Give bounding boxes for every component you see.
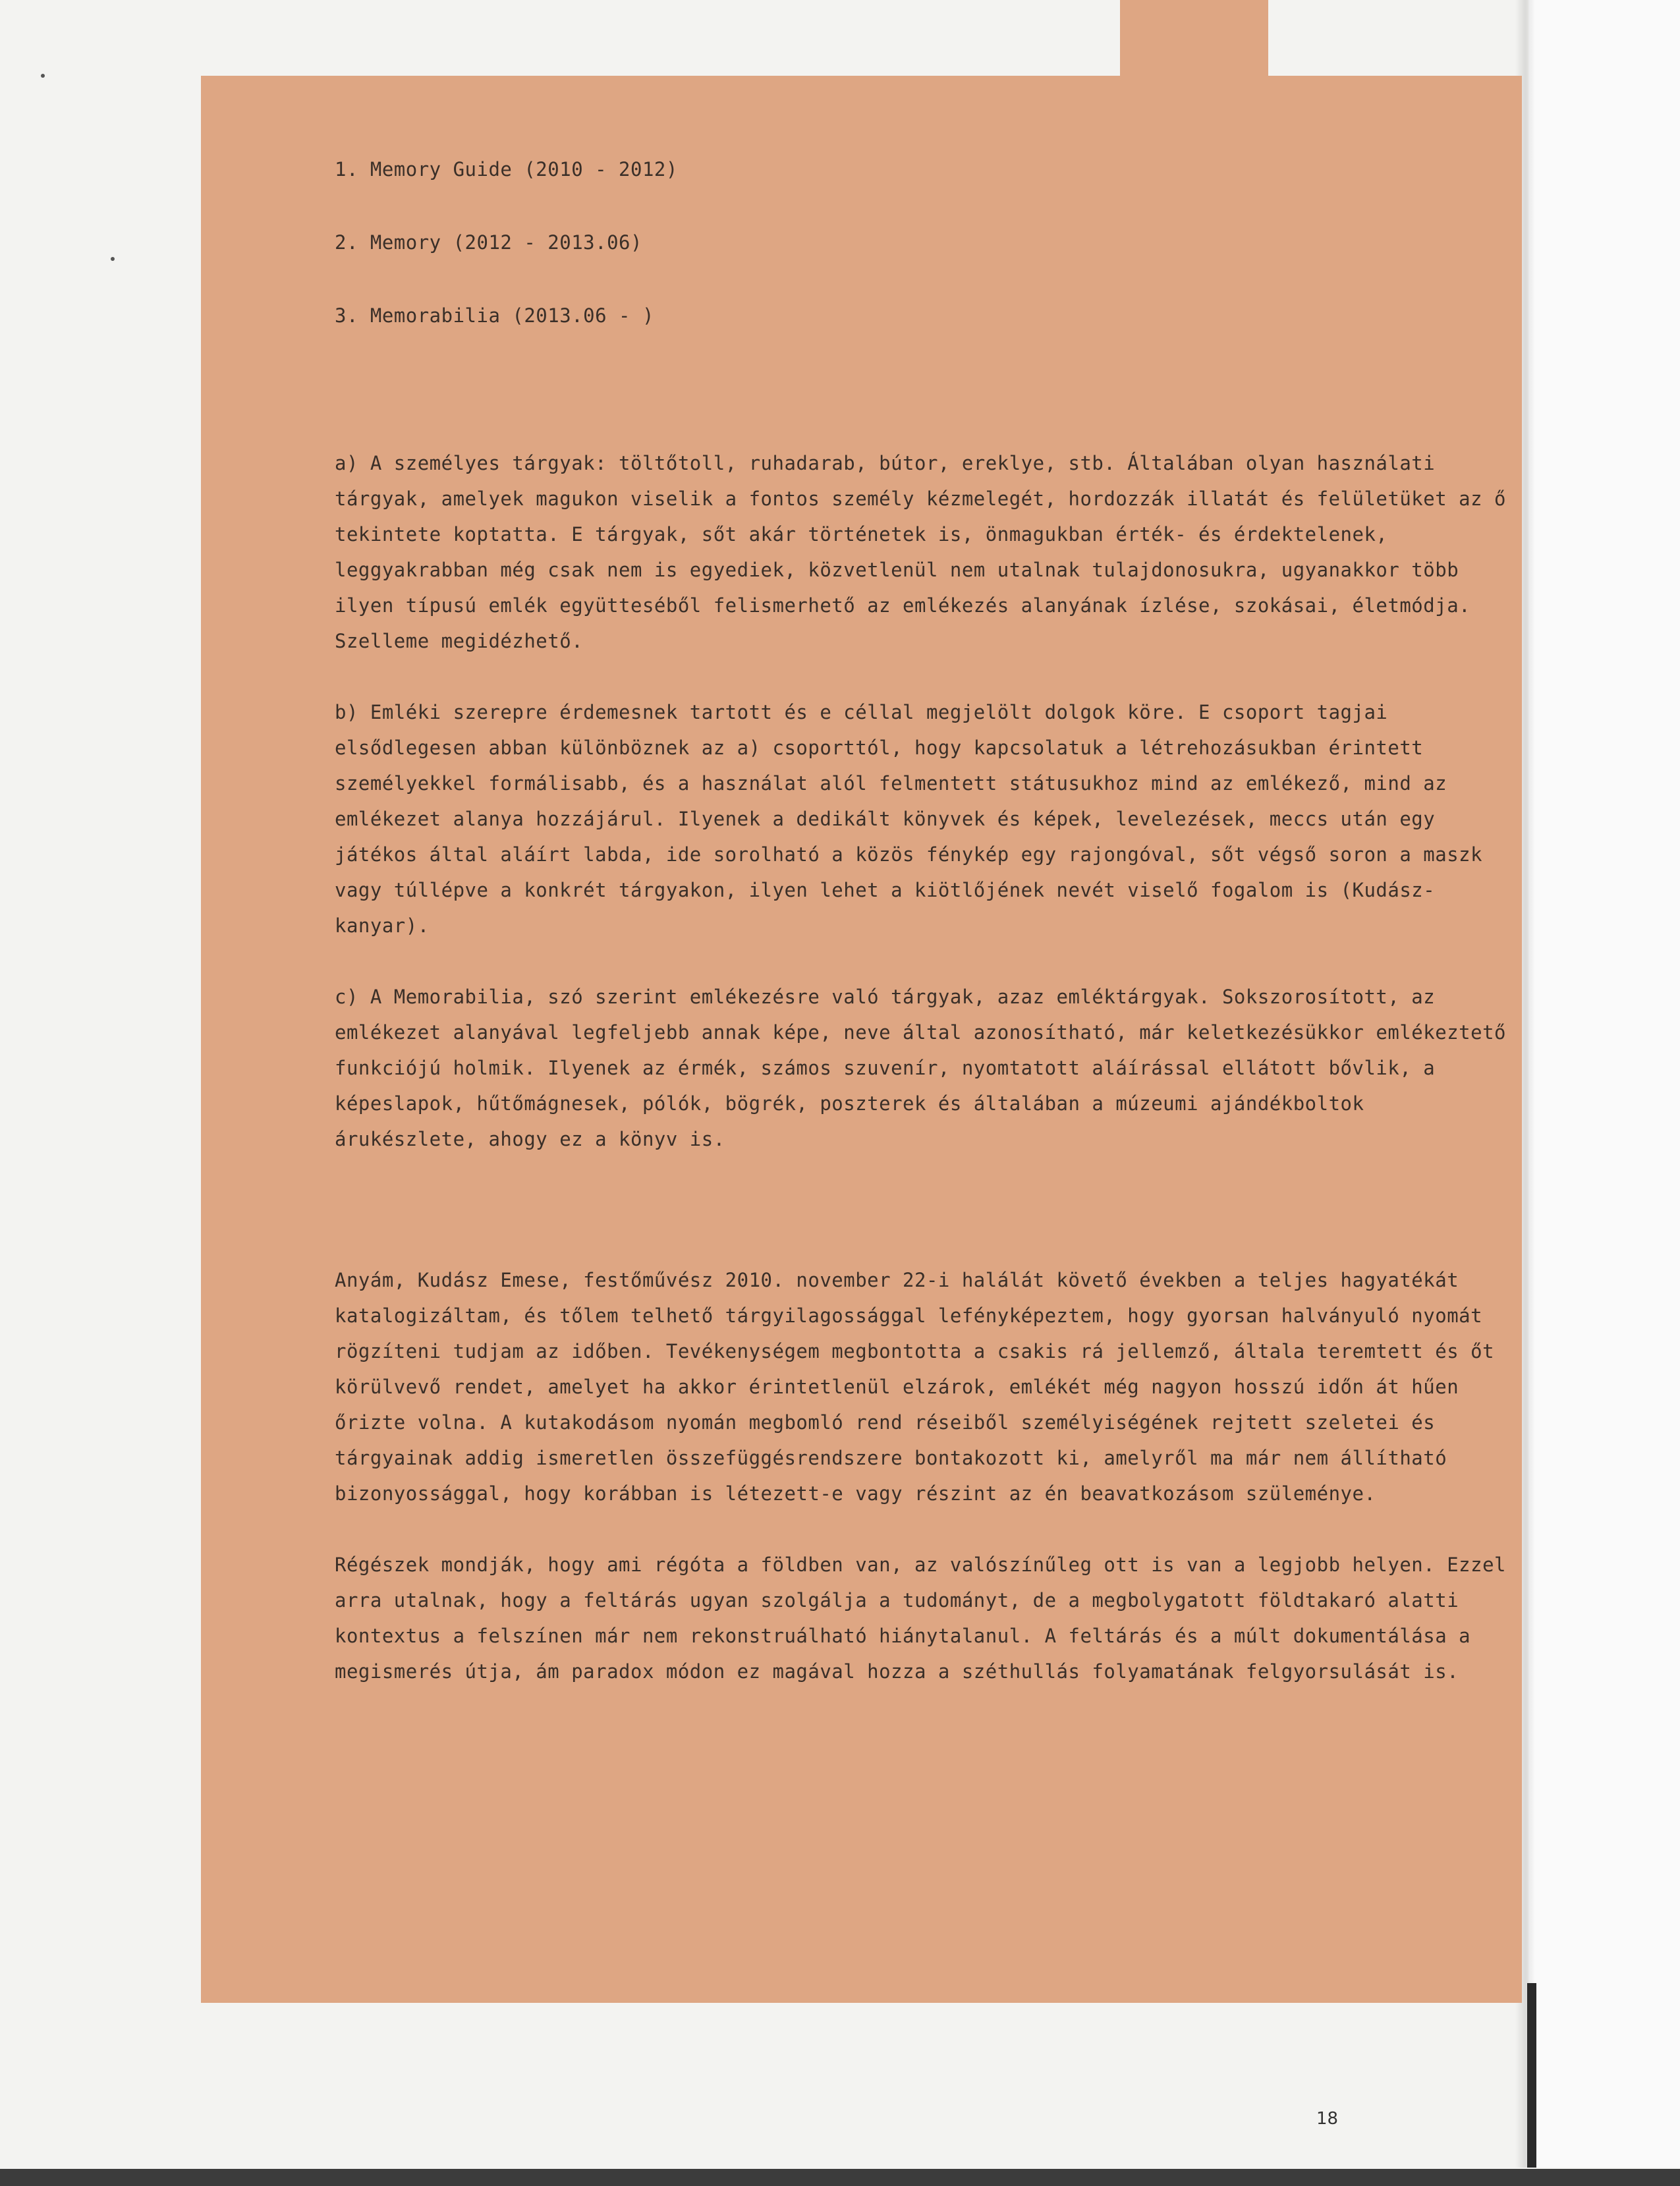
list-item: 1. Memory Guide (2010 - 2012) (335, 158, 678, 181)
page-edge-shadow (1527, 1983, 1536, 2168)
page-number: 18 (1316, 2109, 1339, 2129)
paragraph-mother: Anyám, Kudász Emese, festőművész 2010. november 22-i halálát követő években a teljes hagyatékát katalogizáltam, és tőlem telhető tárgyilagossággal lefényképeztem, hogy gyorsan halványuló nyomát rögzíteni tudjam az időben. Tevékenységem megbontotta a csakis rá jellemző, általa teremtett és őt körülvevő rendet, amelyet ha akkor érintetlenül elzárok, emlékét még nagyon hosszú időn át hűen őrizte volna. A kutakodásom nyomán megbomló rend réseiből személyiségének rejtett szeletei és tárgyainak addig ismeretlen összefüggésrendszere bontakozott ki, amelyről ma már nem állítható bizonyossággal, hogy korábban is létezett-e vagy részint az én beavatkozásom szüleménye. (335, 1269, 1495, 1505)
list-item: 3. Memorabilia (2013.06 - ) (335, 304, 654, 327)
speck (111, 257, 115, 261)
paragraph-archaeology: Régészek mondják, hogy ami régóta a földben van, az valószínűleg ott is van a legjobb helyen. Ezzel arra utalnak, hogy a feltárás ugyan szolgálja a tudományt, de a megbolygatott földtakaró alatti kontextus a felszínen már nem rekonstruálható hiánytalanul. A feltárás és a múlt dokumentálása a megismerés útja, ám paradox módon ez magával hozza a széthullás folyamatának felgyorsulását is. (335, 1554, 1506, 1683)
scanner-edge (0, 2169, 1680, 2186)
paragraph-c: c) A Memorabilia, szó szerint emlékezésre való tárgyak, azaz emléktárgyak. Sokszorosított, az emlékezet alanyával legfeljebb annak képe, neve által azonosítható, már keletkezésükkor emlékeztető funkciójú holmik. Ilyenek az érmék, számos szuvenír, nyomtatott aláírással ellátott bővlik, a képeslapok, hűtőmágnesek, pólók, bögrék, poszterek és általában a múzeumi ajándékboltok árukészlete, ahogy ez a könyv is. (335, 986, 1506, 1150)
paragraph-b: b) Emléki szerepre érdemesnek tartott és e céllal megjelölt dolgok köre. E csoport tagjai elsődlegesen abban különböznek az a) csoporttól, hogy kapcsolatuk a létrehozásukban érintett személyekkel formálisabb, és a használat alól felmentett státusukhoz mind az emlékező, mind az emlékezet alanya hozzájárul. Ilyenek a dedikált könyvek és képek, levelezések, meccs után egy játékos által aláírt labda, ide sorolható a közös fénykép egy rajongóval, sőt végső soron a maszk vagy túllépve a konkrét tárgyakon, ilyen lehet a kiötlőjének nevét viselő fogalom is (Kudász-kanyar). (335, 701, 1483, 937)
version-list (335, 152, 1514, 333)
page-content (335, 152, 1514, 1689)
paragraph-a: a) A személyes tárgyak: töltőtoll, ruhadarab, bútor, ereklye, stb. Általában olyan használati tárgyak, amelyek magukon viselik a fontos személy kézmelegét, hordozzák illatát és felületüket az ő tekintete koptatta. E tárgyak, sőt akár történetek is, önmagukban érték- és érdektelenek, leggyakrabban még csak nem is egyediek, közvetlenül nem utalnak tulajdonosukra, ugyanakkor több ilyen típusú emlék együtteséből felismerhető az emlékezés alanyának ízlése, szokásai, életmódja. Szelleme megidézhető. (335, 452, 1506, 652)
paper-tab (1120, 0, 1268, 79)
list-item: 2. Memory (2012 - 2013.06) (335, 231, 642, 254)
speck (41, 74, 45, 78)
facing-page (1528, 0, 1680, 2168)
